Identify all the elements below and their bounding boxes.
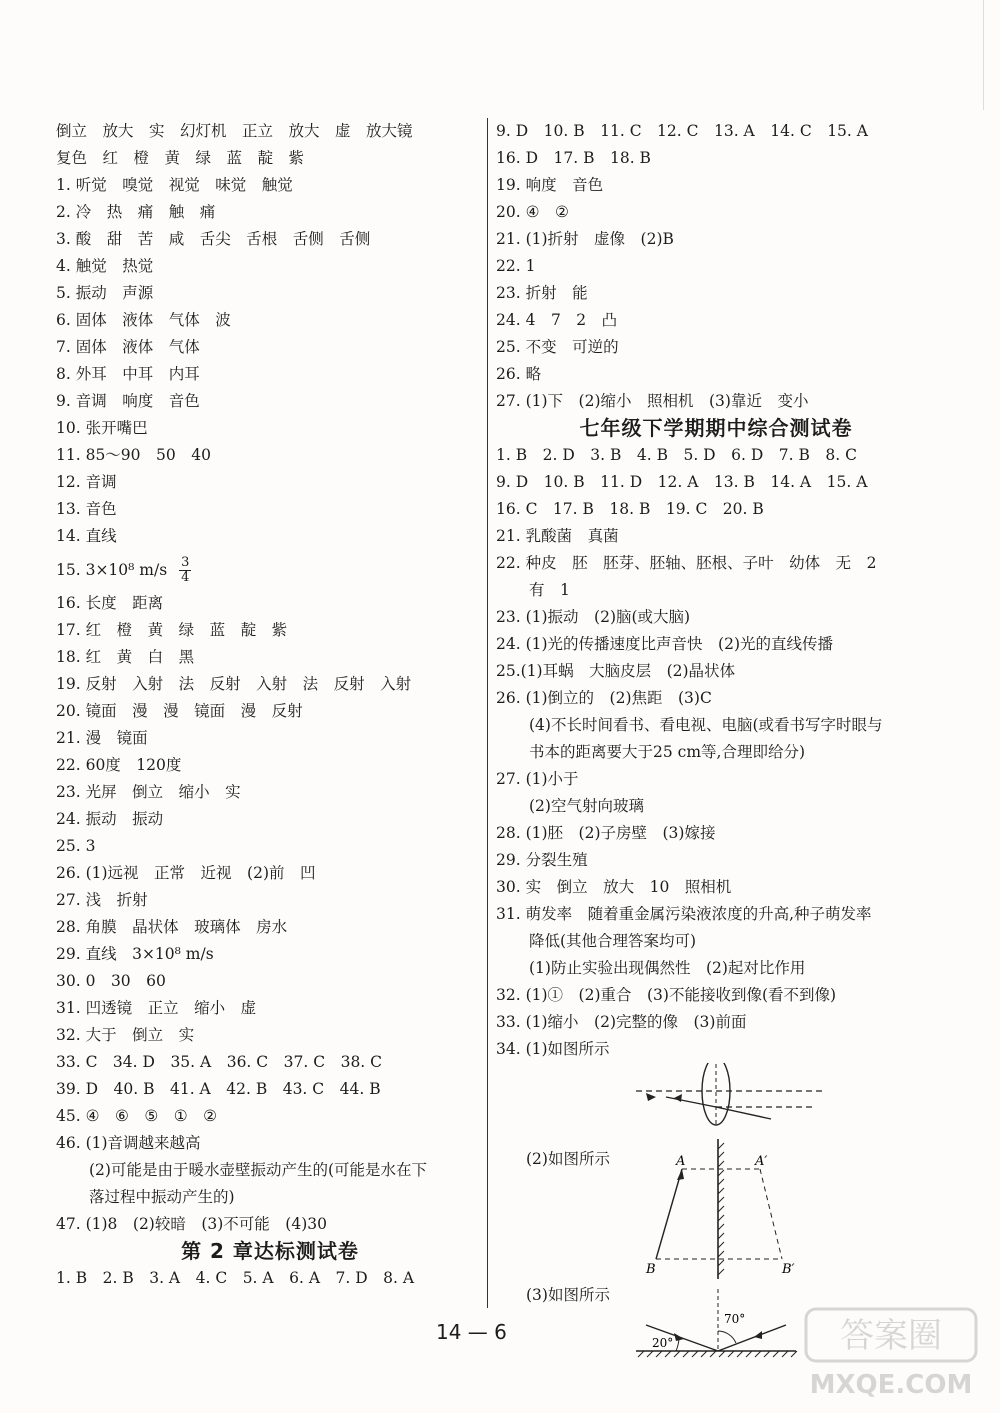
mirror-figure-block	[496, 1139, 936, 1279]
answer-line: 1. B 2. D 3. B 4. B 5. D 6. D 7. B 8. C	[496, 446, 857, 464]
answer-line: 9. D 10. B 11. C 12. C 13. A 14. C 15. A	[496, 122, 868, 140]
answer-line: 6. 固体 液体 气体 波	[56, 311, 231, 329]
answer-line: 29. 直线 3×10⁸ m/s	[56, 945, 214, 963]
answer-continuation: (2)可能是由于暖水壶壁振动产生的(可能是水在下	[89, 1161, 428, 1179]
watermark-text-en: MXQE.COM	[809, 1370, 973, 1400]
watermark-text-cn: 答案圈	[840, 1316, 942, 1356]
fig2-label: (2)如图所示	[526, 1150, 610, 1168]
answer-continuation: 书本的距离要大于25 cm等,合理即给分)	[529, 743, 806, 761]
answer-line: 21. 乳酸菌 真菌	[496, 527, 619, 545]
mirror-hatch	[718, 1251, 724, 1257]
surface-hatch	[656, 1351, 662, 1357]
surface-hatch	[737, 1351, 743, 1357]
right-column	[496, 118, 936, 1359]
answer-line: 30. 实 倒立 放大 10 照相机	[496, 878, 732, 896]
answer-continuation: 落过程中振动产生的)	[89, 1188, 235, 1206]
answer-line: 14. 直线	[56, 527, 117, 545]
answer-line: 46. (1)音调越来越高	[56, 1134, 201, 1152]
page-number: 14 — 6	[436, 1320, 507, 1344]
surface-hatch	[701, 1351, 707, 1357]
answer-line: 32. (1)① (2)重合 (3)不能接收到像(看不到像)	[496, 986, 837, 1004]
answer-line: 7. 固体 液体 气体	[56, 338, 200, 356]
answer-line: 12. 音调	[56, 473, 117, 491]
mirror-hatch	[718, 1143, 724, 1149]
answer-line: 21. (1)折射 虚像 (2)B	[496, 230, 674, 248]
answer-line: 23. (1)振动 (2)脑(或大脑)	[496, 608, 691, 626]
answer-line: 1. B 2. B 3. A 4. C 5. A 6. A 7. D 8. A	[56, 1269, 415, 1287]
answer-line: 26. 略	[496, 365, 542, 383]
answer-line: 3. 酸 甜 苦 咸 舌尖 舌根 舌侧 舌侧	[56, 230, 371, 248]
answer-line: 23. 折射 能	[496, 284, 588, 302]
surface-hatch	[665, 1351, 671, 1357]
answer-line: 16. 长度 距离	[56, 594, 164, 612]
surface-hatch	[773, 1351, 779, 1357]
answer-line: 31. 凹透镜 正立 缩小 虚	[56, 999, 257, 1017]
answer-continuation: (1)防止实验出现偶然性 (2)起对比作用	[529, 959, 806, 977]
mirror-hatch	[718, 1179, 724, 1185]
surface-hatch	[692, 1351, 698, 1357]
point-b: B	[646, 1262, 656, 1277]
point-a-prime: A′	[755, 1154, 768, 1169]
surface-hatch	[674, 1351, 680, 1357]
answer-line: 33. (1)缩小 (2)完整的像 (3)前面	[496, 1013, 747, 1031]
answer-line: 21. 漫 镜面	[56, 729, 148, 747]
answer-line: 13. 音色	[56, 500, 117, 518]
answer-line: 23. 光屏 倒立 缩小 实	[56, 783, 241, 801]
answer-line: 28. 角膜 晶状体 玻璃体 房水	[56, 918, 288, 936]
answer-line: 26. (1)倒立的 (2)焦距 (3)C	[496, 689, 712, 707]
answer-line: 30. 0 30 60	[56, 972, 166, 990]
answer-line-fraction	[56, 550, 484, 590]
answer-line: 47. (1)8 (2)较暗 (3)不可能 (4)30	[56, 1215, 327, 1233]
section-heading-midterm: 七年级下学期期中综合测试卷	[579, 416, 853, 440]
answer-line: 20. ④ ②	[496, 203, 569, 221]
item15-text: 15. 3×10⁸ m/s	[56, 561, 168, 579]
answer-line: 19. 反射 入射 法 反射 入射 法 反射 入射	[56, 675, 412, 693]
mirror-hatch	[718, 1197, 724, 1203]
answer-line: 25. 不变 可逆的	[496, 338, 619, 356]
answer-line: 32. 大于 倒立 实	[56, 1026, 195, 1044]
answer-line: 22. 1	[496, 257, 536, 275]
answer-line: 16. C 17. B 18. B 19. C 20. B	[496, 500, 764, 518]
answer-line: 33. C 34. D 35. A 36. C 37. C 38. C	[56, 1053, 383, 1071]
lens-ray-diagram	[496, 1063, 936, 1135]
answer-line: 27. 浅 折射	[56, 891, 148, 909]
answer-line: 31. 萌发率 随着重金属污染液浓度的升高,种子萌发率	[496, 905, 872, 923]
answer-line: 4. 触觉 热觉	[56, 257, 154, 275]
answer-line: 24. 4 7 2 凸	[496, 311, 618, 329]
answer-line: 倒立 放大 实 幻灯机 正立 放大 虚 放大镜	[56, 122, 413, 140]
point-b-prime: B′	[782, 1262, 795, 1277]
answer-line: 9. D 10. B 11. D 12. A 13. B 14. A 15. A	[496, 473, 868, 491]
answer-line: 11. 85～90 50 40	[56, 446, 211, 464]
answer-line: 22. 种皮 胚 胚芽、胚轴、胚根、子叶 幼体 无 2	[496, 554, 877, 572]
surface-hatch	[782, 1351, 788, 1357]
answer-continuation: (2)空气射向玻璃	[529, 797, 644, 815]
answer-line: 20. 镜面 漫 漫 镜面 漫 反射	[56, 702, 303, 720]
answer-line: 16. D 17. B 18. B	[496, 149, 651, 167]
fraction	[179, 556, 191, 585]
mirror-hatch	[718, 1260, 724, 1266]
answer-line: 17. 红 橙 黄 绿 蓝 靛 紫	[56, 621, 288, 639]
column-divider	[487, 118, 488, 1308]
watermark-logo	[796, 1303, 986, 1403]
answer-line: 39. D 40. B 41. A 42. B 43. C 44. B	[56, 1080, 381, 1098]
answer-line: 25.(1)耳蜗 大脑皮层 (2)晶状体	[496, 662, 736, 680]
plane-mirror-diagram	[496, 1139, 936, 1279]
answer-line: 22. 60度 120度	[56, 756, 182, 774]
surface-hatch	[746, 1351, 752, 1357]
surface-hatch	[764, 1351, 770, 1357]
point-a: A	[676, 1154, 686, 1169]
angle-left: 20°	[652, 1336, 674, 1350]
page-edge-mark	[983, 0, 998, 110]
answer-line: 34. (1)如图所示	[496, 1040, 610, 1058]
answer-line: 28. (1)胚 (2)子房壁 (3)嫁接	[496, 824, 716, 842]
mirror-hatch	[718, 1170, 724, 1176]
answer-line: 5. 振动 声源	[56, 284, 154, 302]
answer-continuation: 有 1	[529, 581, 570, 599]
surface-hatch	[638, 1351, 644, 1357]
mirror-hatch	[718, 1161, 724, 1167]
mirror-hatch	[718, 1233, 724, 1239]
surface-hatch	[683, 1351, 689, 1357]
mirror-hatch	[718, 1215, 724, 1221]
fig3-label: (3)如图所示	[526, 1286, 610, 1304]
left-column	[56, 118, 484, 1292]
angle-right: 70°	[724, 1312, 746, 1326]
answer-line: 26. (1)远视 正常 近视 (2)前 凹	[56, 864, 316, 882]
surface-hatch	[719, 1351, 725, 1357]
answer-line: 24. (1)光的传播速度比声音快 (2)光的直线传播	[496, 635, 833, 653]
answer-line: 29. 分裂生殖	[496, 851, 588, 869]
answer-line: 复色 红 橙 黄 绿 蓝 靛 紫	[56, 149, 305, 167]
answer-line: 8. 外耳 中耳 内耳	[56, 365, 200, 383]
answer-line: 45. ④ ⑥ ⑤ ① ②	[56, 1107, 218, 1125]
answer-line: 9. 音调 响度 音色	[56, 392, 200, 410]
surface-hatch	[710, 1351, 716, 1357]
answer-line: 27. (1)下 (2)缩小 照相机 (3)靠近 变小	[496, 392, 809, 410]
answer-line: 19. 响度 音色	[496, 176, 604, 194]
answer-continuation: 降低(其他合理答案均可)	[529, 932, 697, 950]
surface-hatch	[755, 1351, 761, 1357]
section-heading-ch2: 第 2 章达标测试卷	[181, 1239, 359, 1263]
answer-line: 25. 3	[56, 837, 96, 855]
answer-line: 1. 听觉 嗅觉 视觉 味觉 触觉	[56, 176, 293, 194]
mirror-hatch	[718, 1269, 724, 1275]
mirror-hatch	[718, 1152, 724, 1158]
answer-line: 18. 红 黄 白 黑	[56, 648, 195, 666]
answer-continuation: (4)不长时间看书、看电视、电脑(或看书写字时眼与	[529, 716, 883, 734]
surface-hatch	[647, 1351, 653, 1357]
surface-hatch	[728, 1351, 734, 1357]
fraction-denominator: 4	[181, 569, 190, 585]
mirror-hatch	[718, 1188, 724, 1194]
mirror-hatch	[718, 1224, 724, 1230]
mirror-hatch	[718, 1242, 724, 1248]
fraction-numerator: 3	[181, 554, 190, 570]
answer-line: 27. (1)小于	[496, 770, 579, 788]
answer-line: 2. 冷 热 痛 触 痛	[56, 203, 216, 221]
answer-line: 24. 振动 振动	[56, 810, 164, 828]
answer-line: 10. 张开嘴巴	[56, 419, 148, 437]
mirror-hatch	[718, 1206, 724, 1212]
